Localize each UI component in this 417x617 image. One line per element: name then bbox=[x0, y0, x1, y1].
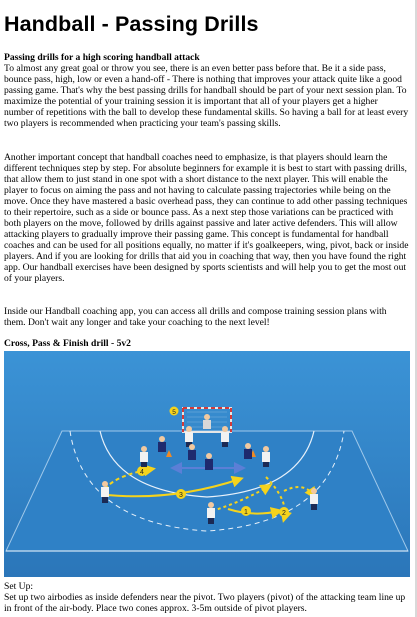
svg-text:2: 2 bbox=[282, 510, 286, 517]
svg-text:1: 1 bbox=[244, 509, 248, 516]
drill-title: Cross, Pass & Finish drill - 5v2 bbox=[4, 338, 131, 349]
attacker-player bbox=[310, 488, 318, 510]
attacker-player bbox=[262, 446, 270, 467]
page-title: Handball - Passing Drills bbox=[4, 12, 259, 36]
defender-airbody bbox=[158, 436, 166, 452]
attacker-player bbox=[221, 426, 229, 447]
paragraph-techniques: Another important concept that handball coaches need to emphasize, is that players should learn the different techniques step by step. For absolute beginners for example it is best to start with passing drills, that allow them to just stand in one spot with a short distance to the next player. This will enable the player to focus on aiming the pass and not having to calculate passing trajectories while being on the move. Once they have mastered a basic overhead pass, they can continue to add other passing techniques to their repertoire, such as a side or bounce pass. As a next step those variations can be practiced with both players on the move, followed by drills against passive and later active defenders. This will allow attacking players to gradually improve their passing game. This concept is fundamental for handball coaches and can be used for all positions equally, no matter if it's goalkeepers, wing, pivot, back or inside players. And if you are looking for drills that aid you in coaching that way, then you have found the right app. Our handball exercises have been designed by sports scientists and will help you to get the most out of your players. bbox=[4, 152, 409, 284]
defender-airbody bbox=[205, 453, 213, 470]
attacker-player bbox=[207, 502, 215, 524]
step-marker bbox=[241, 506, 251, 516]
step-marker bbox=[137, 466, 147, 476]
step-marker bbox=[176, 489, 186, 499]
defender-airbody bbox=[188, 444, 196, 460]
step-marker bbox=[279, 507, 289, 517]
defender-airbody bbox=[244, 443, 252, 459]
setup-label: Set Up: bbox=[4, 581, 34, 592]
setup-text: Set up two airbodies as inside defenders near the pivot. Two players (pivot) of the attacking team line up in front of the air-body. Place two cones approx. 3-5m outside of pivot players. bbox=[4, 592, 406, 614]
attacker-player bbox=[101, 481, 109, 503]
svg-text:3: 3 bbox=[179, 492, 183, 499]
intro-paragraph bbox=[4, 52, 409, 129]
svg-text:4: 4 bbox=[140, 469, 144, 476]
attacker-player bbox=[185, 426, 193, 447]
attacker-player bbox=[140, 446, 148, 467]
court-floor bbox=[6, 431, 408, 551]
intro-text: To almost any great goal or throw you see, there is an even better pass before that. Be it a side pass, bounce pass, high, low or even a hand-off - There is nothing that improves your attack quite like a good passing game. That's why the best passing drills for handball should be part of your next session plan. To maximize the potential of your training session it is important that all of your players get a higher number of repetitions with the ball to develop these fundamental skills. So having a ball for at least every two players is recommended when practicing your team's passing skills. bbox=[4, 63, 409, 129]
drill-diagram bbox=[4, 351, 410, 577]
paragraph-app-cta: Inside our Handball coaching app, you can access all drills and compose training session plans with them. Don't wait any longer and take your coaching to the next level! bbox=[4, 306, 387, 328]
goalkeeper bbox=[203, 414, 211, 429]
intro-subtitle: Passing drills for a high scoring handball attack bbox=[4, 52, 200, 63]
svg-text:5: 5 bbox=[172, 409, 176, 416]
